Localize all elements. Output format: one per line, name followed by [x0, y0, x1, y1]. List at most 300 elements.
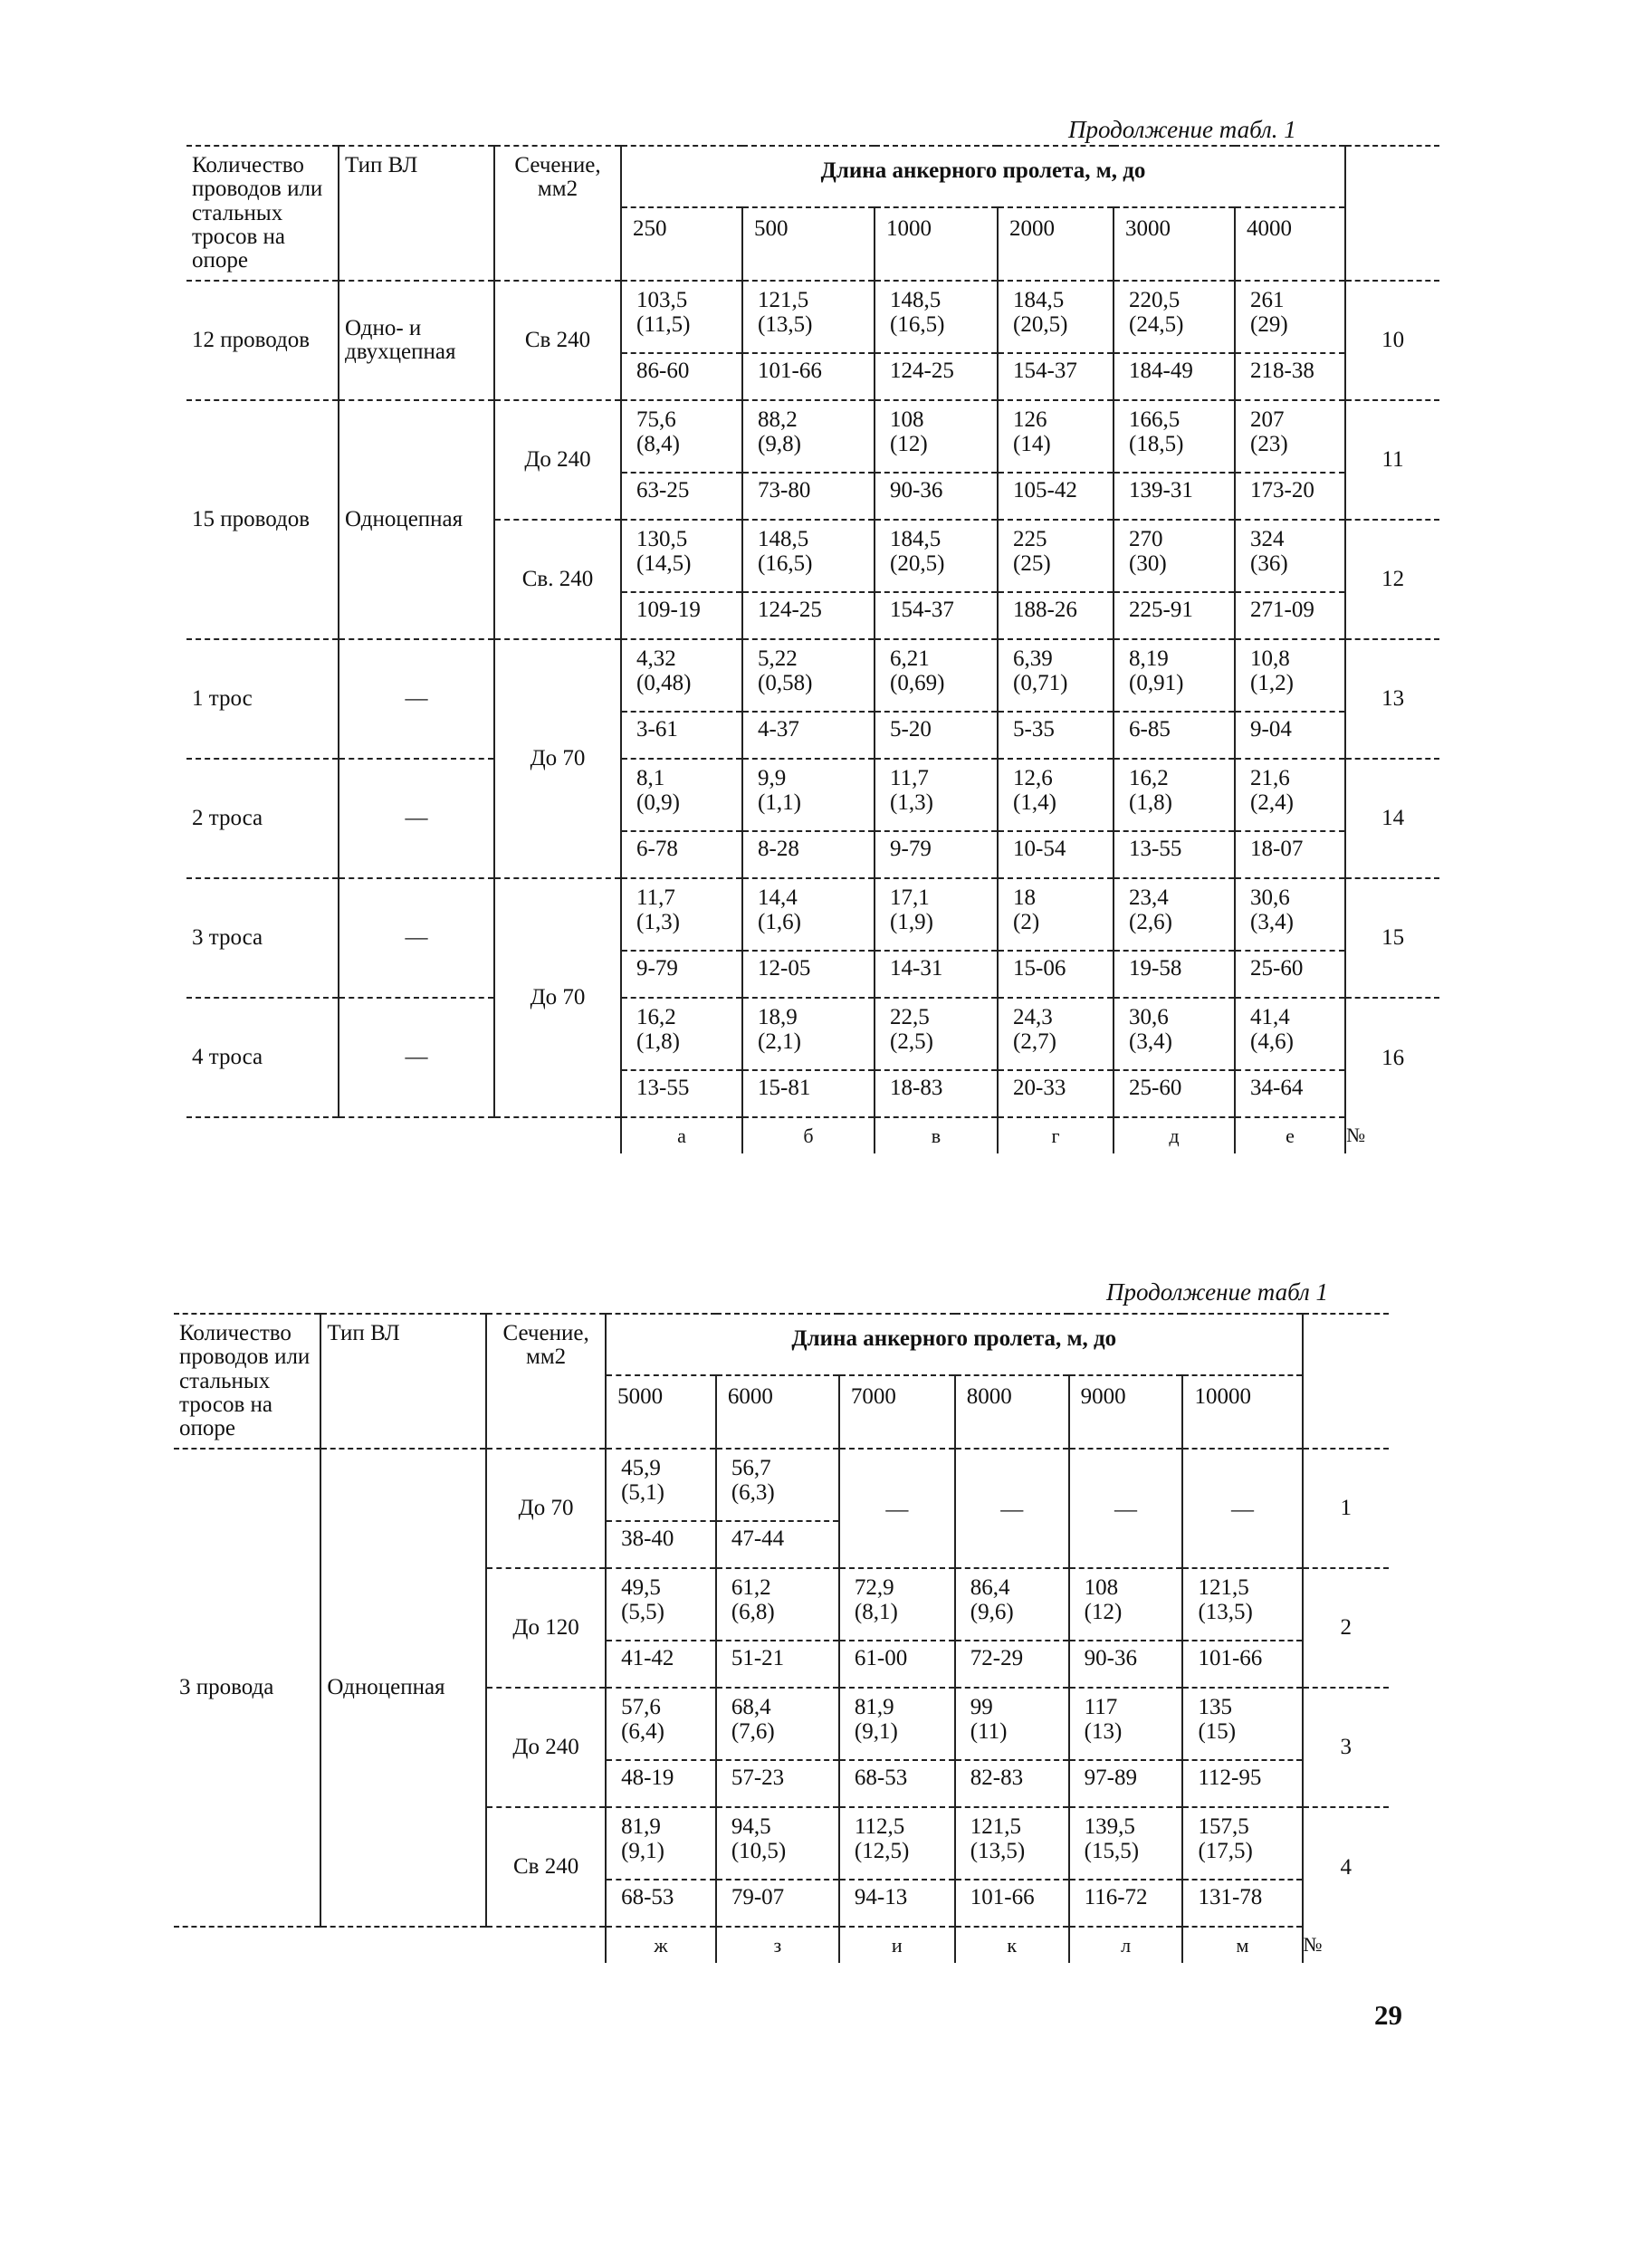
tension-value-tf: (11,5) [636, 311, 691, 337]
span-code-cell: 19-58 [1114, 951, 1235, 998]
row-section-label: Св 240 [494, 281, 621, 400]
tension-value-tf: (14,5) [636, 550, 692, 576]
span-code-cell: 101-66 [1182, 1641, 1302, 1688]
tension-value-tf: (13,5) [970, 1838, 1026, 1863]
tension-value-tf: (15,5) [1084, 1838, 1140, 1863]
tension-value: 86,4 [970, 1575, 1010, 1601]
tension-value: 261 [1250, 288, 1285, 313]
col-letter: г [998, 1117, 1114, 1153]
tension-value-tf: (9,1) [621, 1838, 664, 1863]
span-code-cell: 8-28 [742, 831, 875, 878]
header-row-1 [174, 1314, 1389, 1375]
span-code-cell: 154-37 [998, 353, 1114, 400]
value-cell [742, 281, 875, 353]
value-cell [606, 1568, 716, 1641]
tension-value: 6,39 [1013, 646, 1053, 672]
table-row [186, 759, 1439, 831]
span-code-cell: 18-07 [1235, 831, 1345, 878]
tension-value-tf: (12) [890, 431, 928, 456]
value-cell [839, 1449, 955, 1568]
length-10000: 10000 [1182, 1375, 1302, 1449]
tension-value-tf: (1,2) [1250, 670, 1294, 695]
span-code-cell: 18-83 [875, 1070, 998, 1117]
value-cell [875, 400, 998, 473]
value-cell [1235, 759, 1345, 831]
value-cell [1235, 281, 1345, 353]
span-code-cell: 124-25 [875, 353, 998, 400]
tension-value: 126 [1013, 407, 1047, 433]
page-number: 29 [1374, 1999, 1402, 2031]
tension-value-tf: (5,1) [621, 1479, 664, 1505]
tension-value-tf: (9,8) [758, 431, 801, 456]
length-6000: 6000 [716, 1375, 839, 1449]
length-3000: 3000 [1114, 207, 1235, 281]
value-cell [998, 759, 1114, 831]
tension-value: 108 [890, 407, 924, 433]
row-number: 11 [1345, 400, 1439, 520]
span-code-cell: 109-19 [621, 592, 742, 639]
value-cell [621, 520, 742, 592]
tension-value-tf: (30) [1129, 550, 1167, 576]
span-code-cell: 72-29 [955, 1641, 1069, 1688]
value-cell [955, 1688, 1069, 1760]
value-cell [955, 1568, 1069, 1641]
tension-value-tf: (9,6) [970, 1599, 1014, 1624]
col-letter: л [1069, 1927, 1183, 1963]
value-cell [1114, 520, 1235, 592]
tension-value-tf: (1,8) [636, 1029, 680, 1054]
span-code-cell: 68-53 [606, 1880, 716, 1927]
tension-value: 23,4 [1129, 885, 1169, 911]
span-code-cell: 131-78 [1182, 1880, 1302, 1927]
row-section-label: До 70 [486, 1449, 606, 1568]
tension-value: 148,5 [758, 527, 809, 552]
row-number: 16 [1345, 998, 1439, 1117]
column-letters-row [174, 1927, 1389, 1963]
table-2-caption: Продолжение табл 1 [1106, 1278, 1329, 1306]
tension-value: 6,21 [890, 646, 930, 672]
tension-value: 21,6 [1250, 766, 1290, 791]
tension-value: — [885, 1498, 909, 1523]
tension-value-tf: (24,5) [1129, 311, 1184, 337]
length-5000: 5000 [606, 1375, 716, 1449]
length-4000: 4000 [1235, 207, 1345, 281]
tension-value: 184,5 [890, 527, 942, 552]
value-cell [621, 639, 742, 712]
row-count-label: 1 трос [186, 639, 339, 759]
span-code-cell: 139-31 [1114, 473, 1235, 520]
value-cell [1069, 1688, 1183, 1760]
tension-value-tf: (12) [1084, 1599, 1123, 1624]
row-type-label: — [339, 759, 494, 878]
tension-value: 68,4 [731, 1695, 771, 1720]
tension-value-tf: (8,1) [854, 1599, 898, 1624]
tension-value: 157,5 [1198, 1814, 1249, 1840]
tension-value-tf: (11) [970, 1718, 1008, 1744]
anchor-span-table-2 [174, 1313, 1389, 1963]
row-number: 13 [1345, 639, 1439, 759]
row-section-label: До 240 [494, 400, 621, 520]
value-cell [621, 998, 742, 1070]
span-code-cell: 5-35 [998, 712, 1114, 759]
value-cell [875, 639, 998, 712]
length-7000: 7000 [839, 1375, 955, 1449]
span-code-cell: 9-79 [621, 951, 742, 998]
span-code-cell: 4-37 [742, 712, 875, 759]
tension-value-tf: (2,4) [1250, 789, 1294, 815]
span-code-cell: 184-49 [1114, 353, 1235, 400]
row-count-label: 3 троса [186, 878, 339, 998]
tension-value: 57,6 [621, 1695, 661, 1720]
row-type-label: — [339, 998, 494, 1117]
value-cell [742, 520, 875, 592]
tension-value: 121,5 [1198, 1575, 1249, 1601]
value-cell [716, 1449, 839, 1521]
tension-value-tf: (16,5) [890, 311, 945, 337]
value-cell [955, 1807, 1069, 1880]
row-section-label: Св 240 [486, 1807, 606, 1927]
span-code-cell: 15-06 [998, 951, 1114, 998]
header-row-1 [186, 146, 1439, 207]
value-cell [1235, 998, 1345, 1070]
value-cell [1114, 400, 1235, 473]
span-code-cell: 13-55 [1114, 831, 1235, 878]
tension-value: 8,19 [1129, 646, 1169, 672]
span-code-cell: 25-60 [1235, 951, 1345, 998]
tension-value: 88,2 [758, 407, 798, 433]
span-code-cell: 173-20 [1235, 473, 1345, 520]
tension-value-tf: (1,9) [890, 909, 933, 934]
tension-value-tf: (2,1) [758, 1029, 801, 1054]
value-cell [1182, 1807, 1302, 1880]
length-250: 250 [621, 207, 742, 281]
tension-value: 5,22 [758, 646, 798, 672]
tension-value-tf: (6,3) [731, 1479, 775, 1505]
tension-value: 139,5 [1084, 1814, 1135, 1840]
tension-value-tf: (3,4) [1250, 909, 1294, 934]
tension-value-tf: (36) [1250, 550, 1288, 576]
value-cell [606, 1807, 716, 1880]
row-number: 3 [1303, 1688, 1390, 1807]
col-letter: к [955, 1927, 1069, 1963]
tension-value: 130,5 [636, 527, 688, 552]
row-number: 2 [1303, 1568, 1390, 1688]
tension-value: 135 [1198, 1695, 1232, 1720]
span-code-cell: 101-66 [742, 353, 875, 400]
tension-value-tf: (14) [1013, 431, 1051, 456]
tension-value: 56,7 [731, 1456, 771, 1481]
row-count-label: 12 проводов [186, 281, 339, 400]
column-letters-row [186, 1117, 1439, 1153]
tension-value: 72,9 [854, 1575, 894, 1601]
value-cell [1069, 1568, 1183, 1641]
tension-value-tf: (25) [1013, 550, 1051, 576]
tension-value-tf: (1,6) [758, 909, 801, 934]
value-cell [875, 520, 998, 592]
span-code-cell: 68-53 [839, 1760, 955, 1807]
tension-value: 17,1 [890, 885, 930, 911]
value-cell [716, 1688, 839, 1760]
tension-value: 112,5 [854, 1814, 905, 1840]
anchor-span-table-1 [186, 145, 1439, 1153]
row-section-label: До 70 [494, 878, 621, 1117]
length-8000: 8000 [955, 1375, 1069, 1449]
header-count: Количество проводов или стальных тросов на опоре [186, 146, 339, 281]
value-cell [1069, 1449, 1183, 1568]
span-code-cell: 82-83 [955, 1760, 1069, 1807]
span-code-cell: 61-00 [839, 1641, 955, 1688]
value-cell [716, 1807, 839, 1880]
header-span-length: Длина анкерного пролета, м, до [621, 146, 1345, 207]
row-type-label: Одноцепная [320, 1449, 486, 1927]
span-code-cell: 218-38 [1235, 353, 1345, 400]
value-cell [998, 878, 1114, 951]
row-number: 12 [1345, 520, 1439, 639]
span-code-cell: 48-19 [606, 1760, 716, 1807]
span-code-cell: 57-23 [716, 1760, 839, 1807]
table-row [186, 639, 1439, 712]
tension-value: 148,5 [890, 288, 942, 313]
value-cell [621, 878, 742, 951]
tension-value-tf: (15) [1198, 1718, 1237, 1744]
tension-value: 324 [1250, 527, 1285, 552]
table-row [186, 400, 1439, 473]
tension-value-tf: (1,4) [1013, 789, 1056, 815]
value-cell [998, 520, 1114, 592]
tension-value-tf: (10,5) [731, 1838, 787, 1863]
header-span-length: Длина анкерного пролета, м, до [606, 1314, 1302, 1375]
span-code-cell: 188-26 [998, 592, 1114, 639]
tension-value: 94,5 [731, 1814, 771, 1840]
tension-value: 81,9 [621, 1814, 661, 1840]
row-section-label: До 240 [486, 1688, 606, 1807]
row-number: 15 [1345, 878, 1439, 998]
row-section-label: Св. 240 [494, 520, 621, 639]
value-cell [1235, 520, 1345, 592]
row-count-label: 2 троса [186, 759, 339, 878]
tension-value: 103,5 [636, 288, 688, 313]
value-cell [998, 998, 1114, 1070]
value-cell [998, 281, 1114, 353]
value-cell [839, 1568, 955, 1641]
row-type-label: Одно- и двухцепная [339, 281, 494, 400]
tension-value: 4,32 [636, 646, 676, 672]
value-cell [606, 1449, 716, 1521]
tension-value: 30,6 [1129, 1005, 1169, 1030]
tension-value: 22,5 [890, 1005, 930, 1030]
tension-value-tf: (2,7) [1013, 1029, 1056, 1054]
tension-value-tf: (13,5) [758, 311, 813, 337]
tension-value-tf: (4,6) [1250, 1029, 1294, 1054]
table-row [174, 1449, 1389, 1521]
value-cell [1235, 400, 1345, 473]
span-code-cell: 51-21 [716, 1641, 839, 1688]
span-code-cell: 10-54 [998, 831, 1114, 878]
span-code-cell: 6-85 [1114, 712, 1235, 759]
span-code-cell: 25-60 [1114, 1070, 1235, 1117]
tension-value: 24,3 [1013, 1005, 1053, 1030]
row-section-label: До 70 [494, 639, 621, 878]
tension-value: 45,9 [621, 1456, 661, 1481]
tension-value-tf: (0,91) [1129, 670, 1184, 695]
col-letter: а [621, 1117, 742, 1153]
tension-value-tf: (2,5) [890, 1029, 933, 1054]
value-cell [1182, 1449, 1302, 1568]
span-code-cell: 101-66 [955, 1880, 1069, 1927]
value-cell [1235, 639, 1345, 712]
tension-value-tf: (1,1) [758, 789, 801, 815]
value-cell [955, 1449, 1069, 1568]
value-cell [1069, 1807, 1183, 1880]
tension-value-tf: (16,5) [758, 550, 813, 576]
tension-value: 207 [1250, 407, 1285, 433]
tension-value-tf: (1,3) [890, 789, 933, 815]
tension-value-tf: (0,71) [1013, 670, 1068, 695]
num-label: № [1346, 1124, 1366, 1147]
tension-value: 225 [1013, 527, 1047, 552]
col-letter: з [716, 1927, 839, 1963]
row-type-label: — [339, 639, 494, 759]
span-code-cell: 116-72 [1069, 1880, 1183, 1927]
tension-value: 18 [1013, 885, 1036, 911]
row-number: 4 [1303, 1807, 1390, 1927]
value-cell [998, 639, 1114, 712]
tension-value-tf: (7,6) [731, 1718, 775, 1744]
value-cell [1235, 878, 1345, 951]
tension-value: 14,4 [758, 885, 798, 911]
row-number: 14 [1345, 759, 1439, 878]
row-type-label: Одноцепная [339, 400, 494, 639]
value-cell [998, 400, 1114, 473]
span-code-cell: 47-44 [716, 1521, 839, 1568]
span-code-cell: 34-64 [1235, 1070, 1345, 1117]
tension-value-tf: (17,5) [1198, 1838, 1253, 1863]
num-label: № [1303, 1933, 1323, 1957]
tension-value: 16,2 [1129, 766, 1169, 791]
header-section: Сечение, мм2 [494, 146, 621, 281]
tension-value-tf: (1,8) [1129, 789, 1172, 815]
col-letter: м [1182, 1927, 1302, 1963]
tension-value-tf: (9,1) [854, 1718, 898, 1744]
tension-value: 61,2 [731, 1575, 771, 1601]
tension-value: 166,5 [1129, 407, 1181, 433]
span-code-cell: 12-05 [742, 951, 875, 998]
tension-value-tf: (1,3) [636, 909, 680, 934]
tension-value-tf: (18,5) [1129, 431, 1184, 456]
row-type-label: — [339, 878, 494, 998]
tension-value-tf: (2) [1013, 909, 1040, 934]
col-letter: и [839, 1927, 955, 1963]
span-code-cell: 112-95 [1182, 1760, 1302, 1807]
tension-value: 8,1 [636, 766, 665, 791]
tension-value: 108 [1084, 1575, 1119, 1601]
tension-value-tf: (0,58) [758, 670, 813, 695]
value-cell [621, 759, 742, 831]
length-1000: 1000 [875, 207, 998, 281]
table-1-caption: Продолжение табл. 1 [1068, 116, 1296, 143]
tension-value: 41,4 [1250, 1005, 1290, 1030]
table-row [186, 998, 1439, 1070]
value-cell [621, 281, 742, 353]
span-code-cell: 5-20 [875, 712, 998, 759]
span-code-cell: 20-33 [998, 1070, 1114, 1117]
tension-value-tf: (13) [1084, 1718, 1123, 1744]
tension-value-tf: (6,4) [621, 1718, 664, 1744]
span-code-cell: 97-89 [1069, 1760, 1183, 1807]
tension-value-tf: (29) [1250, 311, 1288, 337]
value-cell [742, 400, 875, 473]
value-cell [875, 759, 998, 831]
span-code-cell: 38-40 [606, 1521, 716, 1568]
value-cell [742, 639, 875, 712]
header-section: Сечение, мм2 [486, 1314, 606, 1449]
tension-value-tf: (5,5) [621, 1599, 664, 1624]
tension-value: 75,6 [636, 407, 676, 433]
tension-value-tf: (2,6) [1129, 909, 1172, 934]
length-2000: 2000 [998, 207, 1114, 281]
tension-value: 30,6 [1250, 885, 1290, 911]
value-cell [1114, 878, 1235, 951]
value-cell [875, 998, 998, 1070]
span-code-cell: 225-91 [1114, 592, 1235, 639]
span-code-cell: 86-60 [621, 353, 742, 400]
span-code-cell: 41-42 [606, 1641, 716, 1688]
row-count-label: 4 троса [186, 998, 339, 1117]
span-code-cell: 9-79 [875, 831, 998, 878]
tension-value: 18,9 [758, 1005, 798, 1030]
tension-value-tf: (6,8) [731, 1599, 775, 1624]
tension-value-tf: (0,48) [636, 670, 692, 695]
header-count: Количество проводов или стальных тросов на опоре [174, 1314, 320, 1449]
value-cell [1182, 1688, 1302, 1760]
value-cell [1114, 998, 1235, 1070]
tension-value-tf: (3,4) [1129, 1029, 1172, 1054]
span-code-cell: 14-31 [875, 951, 998, 998]
col-letter: в [875, 1117, 998, 1153]
tension-value: 16,2 [636, 1005, 676, 1030]
span-code-cell: 154-37 [875, 592, 998, 639]
tension-value: — [1114, 1498, 1138, 1523]
span-code-cell: 124-25 [742, 592, 875, 639]
tension-value: 117 [1084, 1695, 1118, 1720]
tension-value-tf: (20,5) [1013, 311, 1068, 337]
value-cell [742, 878, 875, 951]
tension-value-tf: (20,5) [890, 550, 945, 576]
tension-value: 11,7 [890, 766, 929, 791]
value-cell [716, 1568, 839, 1641]
tension-value: 121,5 [970, 1814, 1022, 1840]
length-500: 500 [742, 207, 875, 281]
span-code-cell: 63-25 [621, 473, 742, 520]
span-code-cell: 6-78 [621, 831, 742, 878]
header-type: Тип ВЛ [320, 1314, 486, 1449]
tension-value: 99 [970, 1695, 993, 1720]
value-cell [742, 759, 875, 831]
table-1-body [186, 281, 1439, 1117]
value-cell [875, 878, 998, 951]
value-cell [621, 400, 742, 473]
header-type: Тип ВЛ [339, 146, 494, 281]
tension-value: 9,9 [758, 766, 787, 791]
table-row [186, 281, 1439, 353]
span-code-cell: 90-36 [875, 473, 998, 520]
tension-value-tf: (8,4) [636, 431, 680, 456]
row-number: 10 [1345, 281, 1439, 400]
span-code-cell: 15-81 [742, 1070, 875, 1117]
row-section-label: До 120 [486, 1568, 606, 1688]
row-count-label: 3 провода [174, 1449, 320, 1927]
span-code-cell: 13-55 [621, 1070, 742, 1117]
